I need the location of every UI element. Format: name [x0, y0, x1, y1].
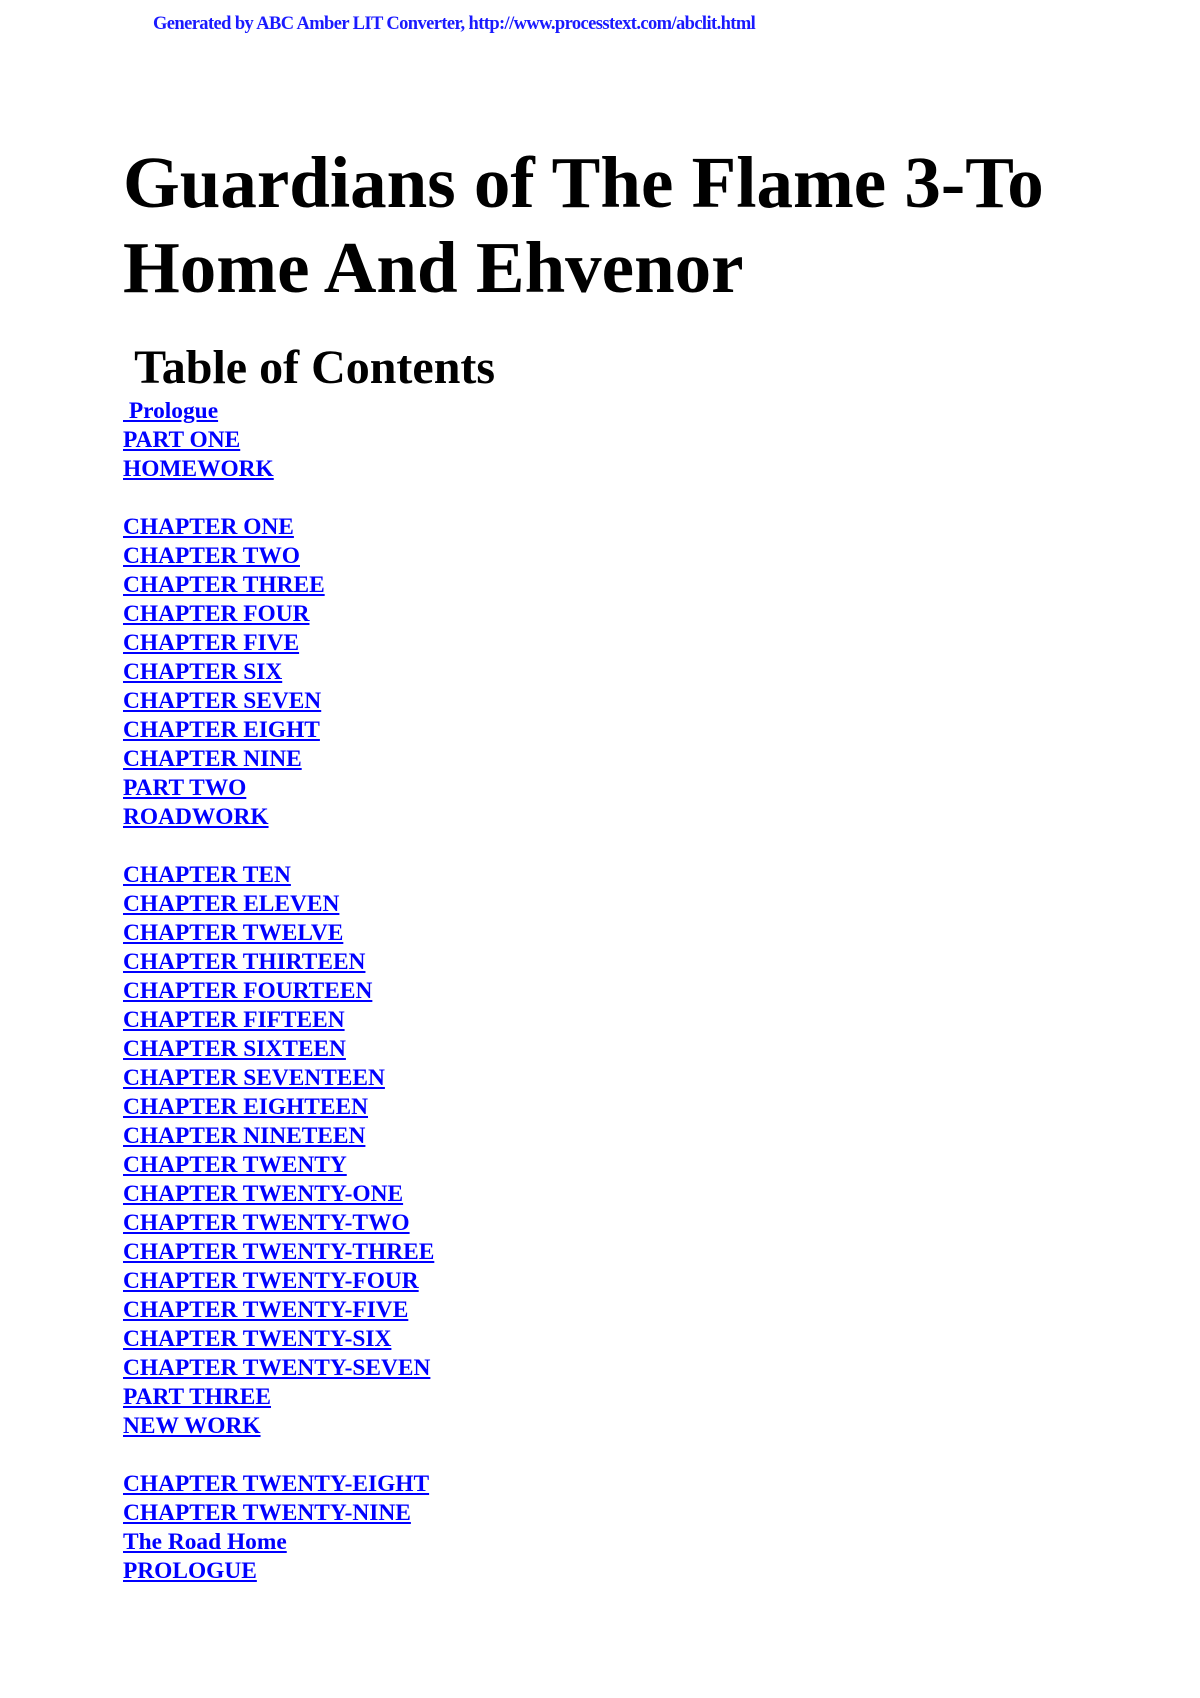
generator-banner: Generated by ABC Amber LIT Converter, http://www.processtext.com/abclit.html	[153, 14, 756, 34]
toc-item	[123, 919, 434, 948]
toc-link[interactable]: CHAPTER FOUR	[123, 601, 310, 627]
toc-link[interactable]: The Road Home	[123, 1529, 287, 1555]
toc-spacer	[123, 484, 434, 513]
toc-item	[123, 1035, 434, 1064]
toc-item	[123, 658, 434, 687]
toc-item	[123, 1499, 434, 1528]
toc-item	[123, 948, 434, 977]
toc-item	[123, 861, 434, 890]
toc-heading: Table of Contents	[123, 341, 496, 394]
toc-link[interactable]: CHAPTER TWENTY-TWO	[123, 1210, 410, 1236]
toc-link[interactable]: CHAPTER TWENTY-EIGHT	[123, 1471, 430, 1497]
toc-link[interactable]: CHAPTER FIVE	[123, 630, 300, 656]
toc-item	[123, 890, 434, 919]
toc-item	[123, 426, 434, 455]
toc-item	[123, 774, 434, 803]
toc-item	[123, 1528, 434, 1557]
toc-item	[123, 1093, 434, 1122]
toc-item	[123, 716, 434, 745]
toc-item	[123, 1557, 434, 1586]
book-title: Guardians of The Flame 3-To Home And Ehvenor	[123, 142, 1044, 308]
toc-link[interactable]: CHAPTER FOURTEEN	[123, 978, 373, 1004]
toc-item	[123, 1064, 434, 1093]
toc-spacer	[123, 1441, 434, 1470]
toc-link[interactable]: CHAPTER SIX	[123, 659, 283, 685]
toc-item	[123, 1383, 434, 1412]
toc-link[interactable]: Prologue	[123, 398, 219, 424]
toc-item	[123, 1354, 434, 1383]
toc-link[interactable]: PART ONE	[123, 427, 241, 453]
toc-link[interactable]: CHAPTER THIRTEEN	[123, 949, 366, 975]
toc-link[interactable]: PART THREE	[123, 1384, 272, 1410]
toc-item	[123, 1296, 434, 1325]
toc-item	[123, 687, 434, 716]
toc-item	[123, 571, 434, 600]
toc-link[interactable]: CHAPTER TWENTY-ONE	[123, 1181, 404, 1207]
toc-link[interactable]: PART TWO	[123, 775, 247, 801]
toc-link[interactable]: NEW WORK	[123, 1413, 261, 1439]
toc-link[interactable]: CHAPTER TWENTY-THREE	[123, 1239, 435, 1265]
toc-link[interactable]: CHAPTER EIGHTEEN	[123, 1094, 368, 1120]
toc-item	[123, 1412, 434, 1441]
toc-item	[123, 1151, 434, 1180]
toc-item	[123, 600, 434, 629]
toc-item	[123, 1325, 434, 1354]
toc-link[interactable]: CHAPTER TEN	[123, 862, 291, 888]
toc-item	[123, 542, 434, 571]
table-of-contents	[123, 397, 434, 1586]
toc-link[interactable]: CHAPTER NINETEEN	[123, 1123, 366, 1149]
toc-item	[123, 1267, 434, 1296]
toc-item	[123, 1209, 434, 1238]
toc-link[interactable]: CHAPTER SEVEN	[123, 688, 322, 714]
toc-item	[123, 1122, 434, 1151]
toc-link[interactable]: CHAPTER SEVENTEEN	[123, 1065, 385, 1091]
toc-item	[123, 455, 434, 484]
toc-item	[123, 1238, 434, 1267]
toc-item	[123, 1470, 434, 1499]
toc-item	[123, 513, 434, 542]
toc-link[interactable]: CHAPTER THREE	[123, 572, 325, 598]
toc-link[interactable]: CHAPTER TWENTY-SIX	[123, 1326, 392, 1352]
toc-item	[123, 977, 434, 1006]
toc-link[interactable]: CHAPTER ONE	[123, 514, 294, 540]
toc-link[interactable]: HOMEWORK	[123, 456, 274, 482]
toc-link[interactable]: CHAPTER TWENTY-NINE	[123, 1500, 411, 1526]
toc-link[interactable]: CHAPTER EIGHT	[123, 717, 320, 743]
toc-item	[123, 745, 434, 774]
toc-link[interactable]: CHAPTER TWO	[123, 543, 300, 569]
toc-item	[123, 629, 434, 658]
toc-item	[123, 803, 434, 832]
toc-link[interactable]: ROADWORK	[123, 804, 269, 830]
toc-link[interactable]: CHAPTER TWELVE	[123, 920, 344, 946]
toc-item	[123, 397, 434, 426]
toc-item	[123, 1180, 434, 1209]
toc-link[interactable]: CHAPTER TWENTY-SEVEN	[123, 1355, 431, 1381]
toc-link[interactable]: CHAPTER FIFTEEN	[123, 1007, 345, 1033]
toc-link[interactable]: CHAPTER ELEVEN	[123, 891, 340, 917]
toc-spacer	[123, 832, 434, 861]
toc-item	[123, 1006, 434, 1035]
toc-link[interactable]: CHAPTER TWENTY-FOUR	[123, 1268, 419, 1294]
toc-link[interactable]: CHAPTER TWENTY-FIVE	[123, 1297, 409, 1323]
toc-link[interactable]: CHAPTER TWENTY	[123, 1152, 347, 1178]
toc-link[interactable]: CHAPTER NINE	[123, 746, 302, 772]
toc-link[interactable]: PROLOGUE	[123, 1558, 257, 1584]
toc-link[interactable]: CHAPTER SIXTEEN	[123, 1036, 346, 1062]
